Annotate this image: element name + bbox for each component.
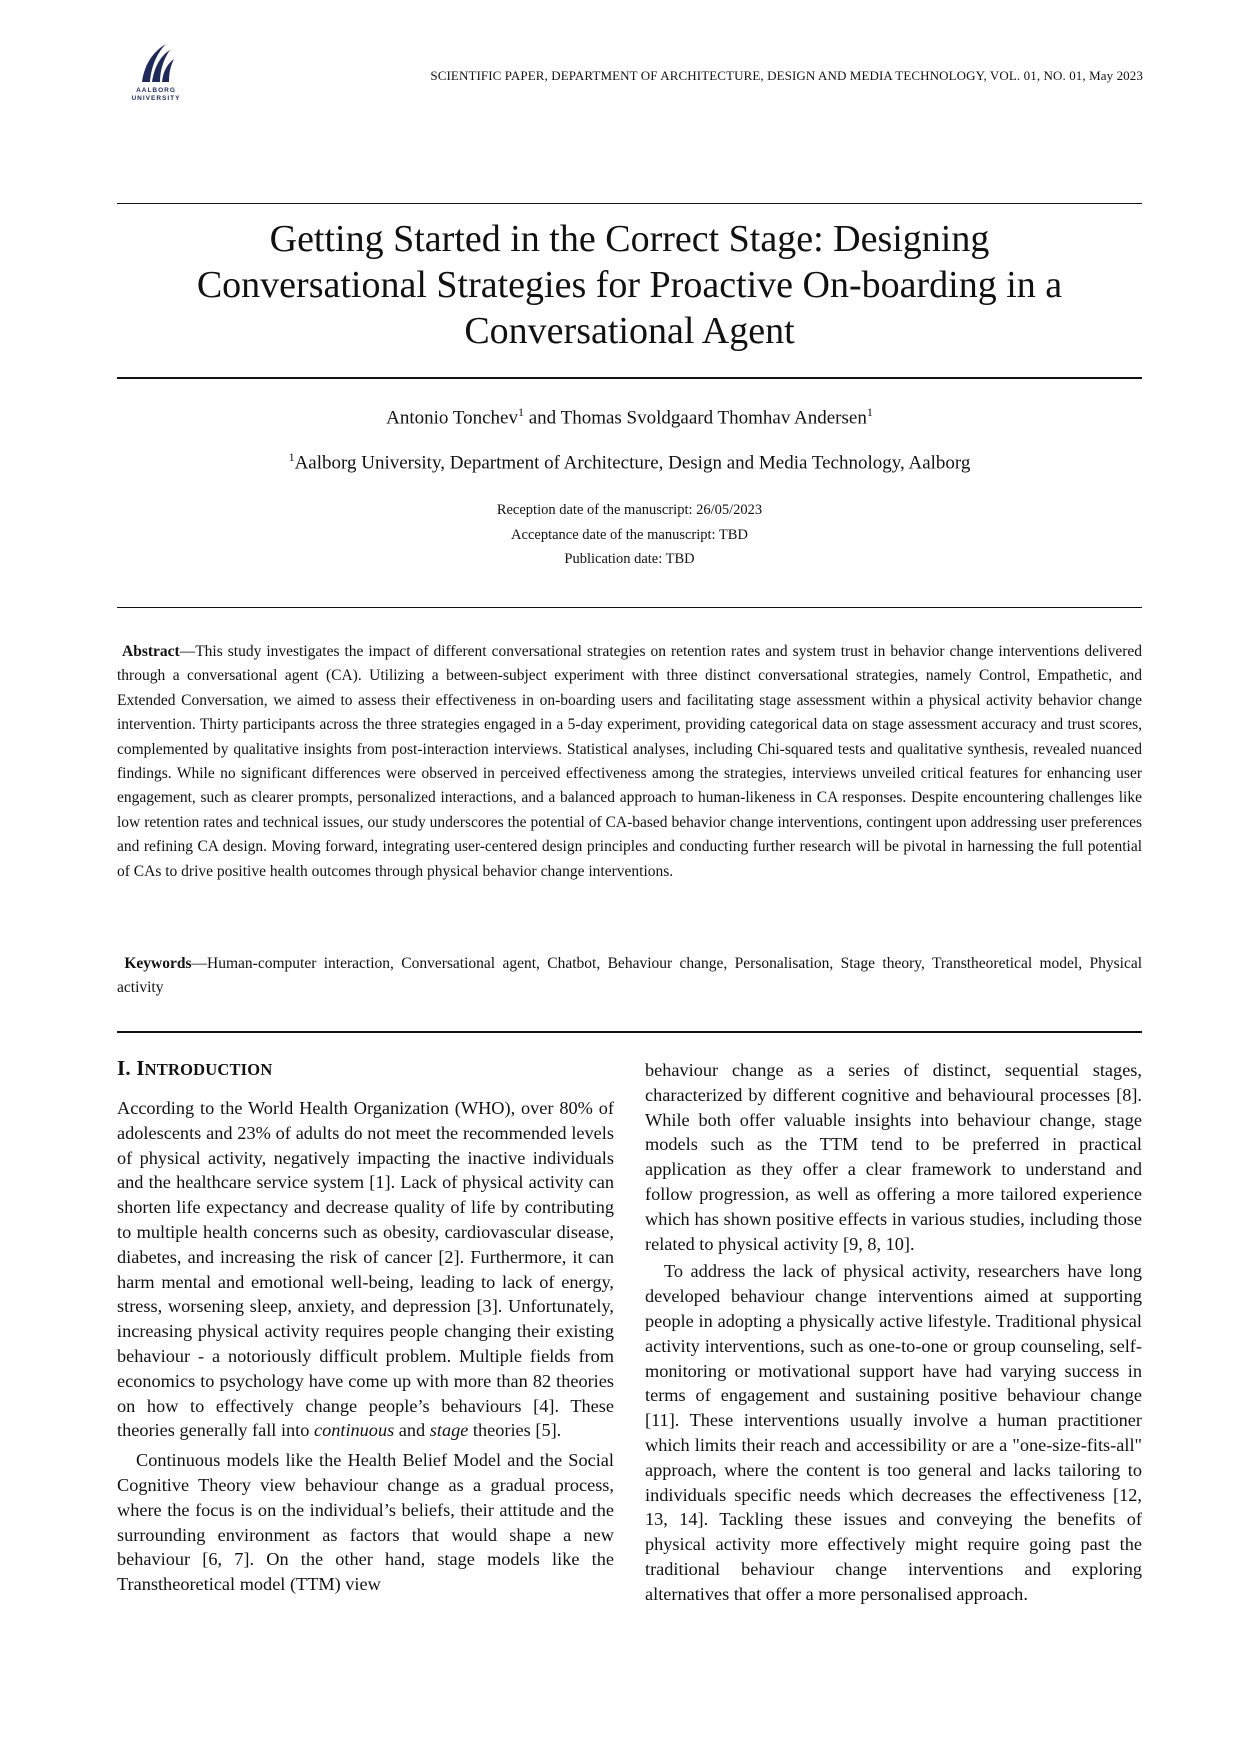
abstract-top-rule	[117, 607, 1142, 608]
keywords-label: Keywords	[124, 955, 192, 972]
keywords-text: Human-computer interaction, Conversational agent, Chatbot, Behaviour change, Personalisation, Stage theory, Transtheoretical model, Physical activity	[117, 955, 1143, 997]
abstract	[117, 640, 1142, 884]
intro-paragraph-1	[117, 1096, 614, 1443]
affiliation-mark: 1	[288, 450, 295, 464]
section-heading-introduction	[117, 1056, 614, 1082]
title-line-3: Conversational Agent	[464, 310, 795, 352]
left-column	[117, 1056, 614, 1597]
section-heading-rest: NTRODUCTION	[144, 1060, 273, 1079]
abstract-label: Abstract	[122, 643, 180, 660]
abstract-dash: —	[179, 643, 196, 660]
abstract-text: This study investigates the impact of different conversational strategies on retention rates and system trust in behavior change interventions delivered through a conversational agent (CA). Utilizing a between-subject experiment with three distinct conversational strategies, namely Control, Empathetic, and Extended Conversation, we aimed to assess their effectiveness in on-boarding users and facilitating stage assessment within a physical activity behavior change intervention. Thirty participants across the three strategies engaged in a 5-day experiment, providing categorical data on stage assessment accuracy and trust scores, complemented by qualitative insights from post-interaction interviews. Statistical analyses, including Chi-squared tests and qualitative synthesis, revealed nuanced findings. While no significant differences were observed in perceived effectiveness among the strategies, interviews unveiled critical features for enhancing user engagement, such as clearer prompts, personalized interactions, and a balanced approach to human-likeness in CA responses. Despite encountering challenges like low retention rates and technical issues, our study underscores the potential of CA-based behavior change interventions, contingent upon addressing user preferences and refining CA design. Moving forward, integrating user-centered design principles and conducting further research will be pivotal in harnessing the full potential of CAs to drive positive health outcomes through physical behavior change interventions.	[117, 643, 1143, 880]
body-top-rule	[117, 1031, 1142, 1033]
affiliation-text: Aalborg University, Department of Architecture, Design and Media Technology, Aalborg	[294, 452, 971, 474]
author-1: Antonio Tonchev	[386, 407, 518, 429]
intro-p1-c: theories [5].	[468, 1420, 562, 1441]
section-number: I. I	[117, 1056, 145, 1080]
intro-p1-em-stage: stage	[429, 1420, 469, 1441]
keywords	[117, 952, 1142, 1001]
intro-paragraph-3: behaviour change as a series of distinct, sequential stages, characterized by different cognitive and behavioural processes [8]. While both offer valuable insights into behaviour change, stage models such as the TTM tend to be preferred in practical application as they offer a clear framework to understand and follow progression, as well as offering a more tailored experience which has shown positive effects in various studies, including those related to physical activity [9, 8, 10].	[645, 1060, 1142, 1254]
logo-line-2: UNIVERSITY	[131, 95, 181, 102]
author-2-affil-mark: 1	[866, 405, 873, 419]
university-logo	[128, 42, 184, 103]
author-1-affil-mark: 1	[518, 405, 524, 419]
publication-date: Publication date: TBD	[564, 551, 695, 567]
authors-line	[117, 405, 1142, 429]
aalborg-university-logo-icon	[136, 42, 176, 84]
intro-p1-a: According to the World Health Organization (WHO), over 80% of adolescents and 23% of adults do not meet the recommended levels of physical activity, negatively impacting the inactive individuals and the healthcare service system [1]. Lack of physical activity can shorten life expectancy and decrease quality of life by contributing to multiple health concerns such as obesity, cardiovascular disease, diabetes, and increasing the risk of cancer [2]. Furthermore, it can harm mental and emotional well-being, leading to lack of energy, stress, worsening sleep, anxiety, and depression [3]. Unfortunately, increasing physical activity requires people changing their existing behaviour - a notoriously difficult problem. Multiple fields from economics to psychology have come up with more than 82 theories on how to effectively change people’s behaviours [4]. These theories generally fall into	[117, 1098, 614, 1441]
author-conj: and	[524, 407, 561, 429]
right-column	[645, 1058, 1142, 1607]
top-rule	[117, 203, 1142, 204]
intro-p1-b: and	[394, 1420, 430, 1441]
author-2: Thomas Svoldgaard Thomhav Andersen	[560, 407, 867, 429]
keywords-dash: —	[191, 955, 208, 972]
affiliation	[117, 450, 1142, 474]
title-line-2: Conversational Strategies for Proactive On-boarding in a	[196, 264, 1063, 306]
logo-line-1: AALBORG	[136, 87, 176, 94]
acceptance-date: Acceptance date of the manuscript: TBD	[511, 526, 748, 543]
intro-paragraph-4: To address the lack of physical activity, researchers have long developed behaviour change interventions aimed at supporting people in adopting a physically active lifestyle. Traditional physical activity interventions, such as one-to-one or group counseling, self-monitoring or motivational support have had varying success in terms of engagement and sustaining positive behaviour change [11]. These interventions usually involve a human practitioner which limits their reach and accessibility or are a "one-size-fits-all" approach, where the content is too general and lacks tailoring to individuals specific needs which decreases the effectiveness [12, 13, 14]. Tackling these issues and conveying the benefits of physical activity more effectively might require going past the traditional behaviour change interventions and exploring alternatives that offer a more personalised approach.	[645, 1261, 1142, 1604]
intro-p1-em-continuous: continuous	[313, 1420, 395, 1441]
running-head: SCIENTIFIC PAPER, DEPARTMENT OF ARCHITECTURE, DESIGN AND MEDIA TECHNOLOGY, VOL. 01, NO. 01, May 2023	[430, 68, 1143, 83]
reception-date: Reception date of the manuscript: 26/05/2023	[496, 502, 763, 518]
title-line-1: Getting Started in the Correct Stage: Designing	[269, 218, 990, 260]
paper-title	[117, 216, 1142, 354]
title-bottom-rule	[117, 377, 1142, 379]
manuscript-dates	[117, 498, 1142, 572]
intro-paragraph-2: Continuous models like the Health Belief Model and the Social Cognitive Theory view behaviour change as a gradual process, where the focus is on the individual’s beliefs, their attitude and the surrounding environment as factors that would shape a new behaviour [6, 7]. On the other hand, stage models like the Transtheoretical model (TTM) view	[117, 1450, 614, 1595]
